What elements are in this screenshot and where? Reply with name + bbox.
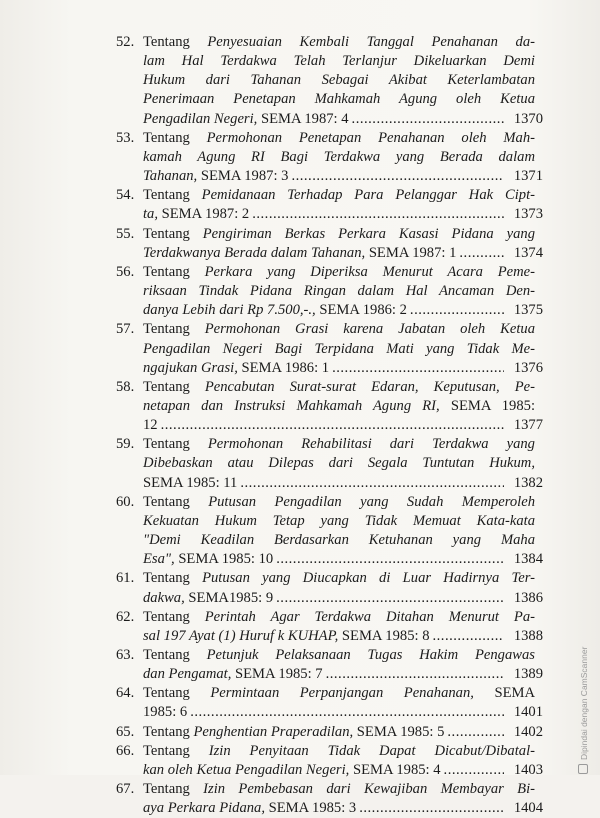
entry-text: Tentang Penghentian Praperadilan, SEMA 1985: 5 — [143, 723, 445, 740]
toc-entry — [116, 225, 544, 263]
entry-number: 58. — [116, 378, 135, 395]
entry-last-line — [143, 799, 543, 818]
entry-line: Penerimaan Penetapan Mahkamah Agung oleh Ketua — [143, 91, 535, 108]
page-number: 1374 — [513, 244, 543, 261]
toc-entry — [116, 320, 544, 377]
entry-last-line — [143, 359, 543, 378]
entry-number: 52. — [116, 34, 135, 50]
entry-line: riksaan Tindak Pidana Ringan dalam Hal Ancaman Den- — [143, 283, 535, 300]
entry-number: 65. — [116, 723, 135, 740]
entry-number: 64. — [116, 685, 135, 702]
entry-line: Tentang Pengiriman Berkas Perkara Kasasi Pidana yang — [143, 225, 535, 242]
entry-last-line — [143, 761, 543, 780]
toc-entry — [116, 646, 544, 684]
entry-line: Pengadilan Negeri Bagi Terpidana Mati yang Tidak Me- — [143, 340, 535, 357]
entry-text: ta, SEMA 1987: 2 — [143, 206, 250, 223]
page-number: 1402 — [513, 723, 543, 740]
entry-text: Pengadilan Negeri, SEMA 1987: 4 — [143, 110, 349, 127]
toc-entry — [116, 569, 544, 607]
dot-leader — [332, 359, 504, 378]
entry-number: 62. — [116, 608, 135, 625]
entry-last-line — [143, 244, 543, 263]
table-of-contents — [116, 33, 544, 818]
entry-number: 54. — [116, 187, 135, 204]
entry-last-line — [143, 703, 543, 722]
entry-text: Esa", SEMA 1985: 10 — [143, 551, 274, 568]
dot-leader — [252, 205, 504, 224]
entry-line: Tentang Izin Pembebasan dari Kewajiban Membayar Bi- — [143, 781, 535, 798]
entry-line: lam Hal Terdakwa Telah Terlanjur Dikeluarkan Demi — [143, 53, 535, 70]
entry-number: 63. — [116, 647, 135, 663]
entry-text: danya Lebih dari Rp 7.500,-., SEMA 1986: 2 — [143, 302, 407, 319]
toc-entry — [116, 378, 544, 435]
page-number: 1404 — [513, 800, 543, 817]
toc-entry — [116, 723, 544, 742]
dot-leader — [291, 167, 504, 186]
entry-text: dan Pengamat, SEMA 1985: 7 — [143, 666, 323, 683]
page-number: 1370 — [513, 110, 543, 127]
toc-entry — [116, 742, 544, 780]
entry-last-line — [143, 301, 543, 320]
entry-number: 53. — [116, 129, 135, 146]
toc-entry — [116, 186, 544, 224]
dot-leader — [326, 665, 504, 684]
dot-leader — [161, 416, 504, 435]
page-number: 1375 — [513, 302, 543, 319]
page-number: 1389 — [513, 666, 543, 683]
dot-leader — [433, 627, 505, 646]
page-number: 1373 — [513, 206, 543, 223]
entry-last-line — [143, 474, 543, 493]
toc-entry — [116, 263, 544, 320]
toc-entry — [116, 780, 544, 818]
entry-last-line — [143, 589, 543, 608]
toc-entry — [116, 129, 544, 186]
page-number: 1388 — [513, 627, 543, 644]
dot-leader — [276, 550, 504, 569]
entry-text: 12 — [143, 417, 158, 434]
entry-line: Dibebaskan atau Dilepas dari Segala Tuntutan Hukum, — [143, 455, 535, 472]
entry-number: 66. — [116, 742, 135, 759]
entry-last-line — [143, 723, 543, 742]
entry-number: 67. — [116, 781, 135, 798]
entry-line: netapan dan Instruksi Mahkamah Agung RI, SEMA 1985: — [143, 397, 536, 414]
page-number: 1401 — [513, 704, 543, 721]
entry-line: Tentang Permohonan Penetapan Penahanan oleh Mah- — [143, 129, 535, 146]
entry-text: kan oleh Ketua Pengadilan Negeri, SEMA 1985: 4 — [143, 761, 441, 778]
entry-number: 59. — [116, 436, 135, 453]
entry-last-line — [143, 416, 543, 435]
entry-number: 60. — [116, 493, 135, 510]
entry-text: dakwa, SEMA1985: 9 — [143, 589, 274, 606]
entry-line: Tentang Perintah Agar Terdakwa Ditahan Menurut Pa- — [143, 608, 535, 625]
entry-line: Tentang Putusan yang Diucapkan di Luar Hadirnya Ter- — [143, 570, 535, 587]
entry-last-line — [143, 110, 543, 129]
entry-line: Kekuatan Hukum Tetap yang Tidak Memuat Kata-kata — [143, 512, 535, 529]
toc-entry — [116, 33, 544, 129]
entry-line: Tentang Permintaan Perpanjangan Penahanan, SEMA — [143, 685, 535, 702]
page-number: 1376 — [513, 359, 543, 376]
entry-line: Tentang Permohonan Rehabilitasi dari Terdakwa yang — [143, 436, 535, 453]
page-number: 1377 — [513, 417, 543, 434]
toc-entry — [116, 493, 544, 570]
entry-line: Tentang Putusan Pengadilan yang Sudah Memperoleh — [143, 493, 535, 510]
entry-text: SEMA 1985: 11 — [143, 474, 238, 491]
entry-last-line — [143, 205, 543, 224]
entry-line: Tentang Pencabutan Surat-surat Edaran, Keputusan, Pe- — [143, 378, 535, 395]
entry-number: 57. — [116, 321, 135, 338]
entry-line: Tentang Perkara yang Diperiksa Menurut Acara Peme- — [143, 263, 535, 280]
toc-entry — [116, 435, 544, 492]
camscanner-logo-icon — [578, 764, 588, 774]
entry-number: 56. — [116, 263, 135, 280]
entry-line: kamah Agung RI Bagi Terdakwa yang Berada dalam — [143, 148, 535, 165]
dot-leader — [352, 110, 504, 129]
entry-line: Tentang Izin Penyitaan Tidak Dapat Dicabut/Dibatal- — [143, 742, 535, 759]
page-number: 1384 — [513, 551, 543, 568]
entry-last-line — [143, 167, 543, 186]
entry-last-line — [143, 550, 543, 569]
dot-leader — [190, 703, 504, 722]
entry-text: Tahanan, SEMA 1987: 3 — [143, 168, 289, 185]
camscanner-watermark — [578, 647, 589, 774]
entry-line: Tentang Penyesuaian Kembali Tanggal Penahanan da- — [143, 34, 535, 50]
dot-leader — [459, 244, 504, 263]
entry-text: Terdakwanya Berada dalam Tahanan, SEMA 1987: 1 — [143, 244, 457, 261]
entry-text: ngajukan Grasi, SEMA 1986: 1 — [143, 359, 330, 376]
entry-number: 61. — [116, 570, 135, 587]
entry-last-line — [143, 627, 543, 646]
toc-entry — [116, 608, 544, 646]
watermark-text: Dipindai dengan CamScanner — [579, 646, 589, 760]
page-number: 1386 — [513, 589, 543, 606]
entry-text: sal 197 Ayat (1) Huruf k KUHAP, SEMA 1985: 8 — [143, 627, 430, 644]
entry-text: 1985: 6 — [143, 704, 188, 721]
entry-line: Tentang Pemidanaan Terhadap Para Pelanggar Hak Cipt- — [143, 187, 535, 204]
entry-text: aya Perkara Pidana, SEMA 1985: 3 — [143, 800, 357, 817]
entry-last-line — [143, 665, 543, 684]
entry-number: 55. — [116, 225, 135, 242]
dot-leader — [444, 761, 504, 780]
dot-leader — [447, 723, 504, 742]
toc-entry — [116, 684, 544, 722]
dot-leader — [276, 589, 504, 608]
entry-line: Hukum dari Tahanan Sebagai Akibat Keterlambatan — [143, 72, 535, 89]
entry-line: "Demi Keadilan Berdasarkan Ketuhanan yang Maha — [143, 532, 535, 549]
entry-line: Tentang Petunjuk Pelaksanaan Tugas Hakim Pengawas — [143, 647, 535, 663]
page-number: 1371 — [513, 168, 543, 185]
page-number: 1382 — [513, 474, 543, 491]
dot-leader — [410, 301, 504, 320]
dot-leader — [240, 474, 504, 493]
entry-line: Tentang Permohonan Grasi karena Jabatan oleh Ketua — [143, 321, 535, 338]
page-number: 1403 — [513, 761, 543, 778]
dot-leader — [359, 799, 504, 818]
